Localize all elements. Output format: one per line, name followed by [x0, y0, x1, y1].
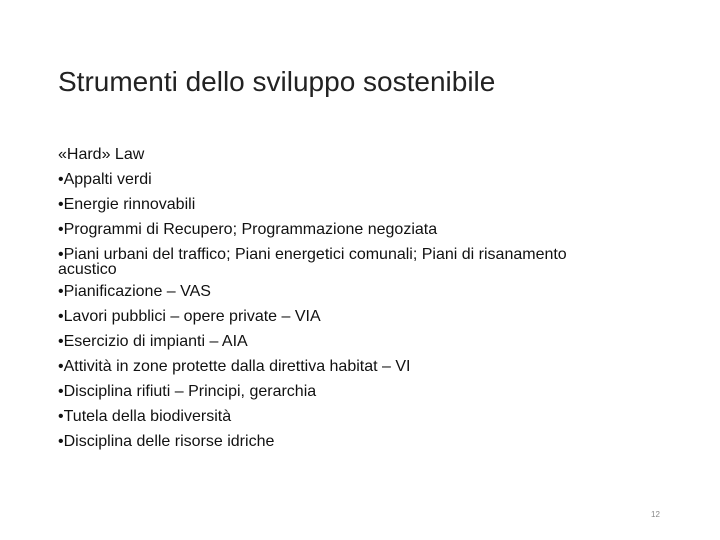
bullet-text: Pianificazione – VAS	[63, 283, 211, 300]
bullet-item	[58, 356, 578, 381]
bullet-item	[58, 194, 578, 219]
bullet-text: Attività in zone protette dalla direttiva habitat – VI	[63, 358, 411, 375]
bullet-mark: •	[58, 433, 64, 450]
bullet-item	[58, 169, 578, 194]
slide-body	[58, 144, 578, 456]
bullet-item	[58, 431, 578, 456]
bullet-text: Disciplina rifiuti – Principi, gerarchia	[63, 383, 317, 400]
bullet-mark: •	[58, 196, 64, 213]
bullet-item	[58, 381, 578, 406]
bullet-mark: •	[58, 383, 64, 400]
slide-title: Strumenti dello sviluppo sostenibile	[58, 66, 496, 97]
bullet-mark: •	[58, 333, 64, 350]
bullet-item	[58, 406, 578, 431]
bullet-text: Piani urbani del traffico; Piani energetici comunali; Piani di risanamento acustico	[58, 246, 567, 278]
bullet-text: Programmi di Recupero; Programmazione negoziata	[63, 221, 438, 238]
bullet-item	[58, 244, 578, 281]
body-heading: «Hard» Law	[58, 146, 145, 163]
bullet-item	[58, 281, 578, 306]
bullet-item	[58, 306, 578, 331]
bullet-mark: •	[58, 283, 64, 300]
page-number: 12	[651, 510, 660, 519]
bullet-mark: •	[58, 246, 64, 263]
bullet-text: Appalti verdi	[63, 171, 152, 188]
bullet-list	[58, 169, 578, 456]
bullet-item	[58, 331, 578, 356]
bullet-item	[58, 219, 578, 244]
bullet-mark: •	[58, 358, 64, 375]
bullet-text: Energie rinnovabili	[63, 196, 196, 213]
bullet-text: Disciplina delle risorse idriche	[63, 433, 275, 450]
bullet-mark: •	[58, 308, 64, 325]
bullet-mark: •	[58, 408, 64, 425]
bullet-text: Esercizio di impianti – AIA	[63, 333, 248, 350]
bullet-mark: •	[58, 171, 64, 188]
bullet-mark: •	[58, 221, 64, 238]
bullet-text: Lavori pubblici – opere private – VIA	[63, 308, 321, 325]
bullet-text: Tutela della biodiversità	[63, 408, 232, 425]
